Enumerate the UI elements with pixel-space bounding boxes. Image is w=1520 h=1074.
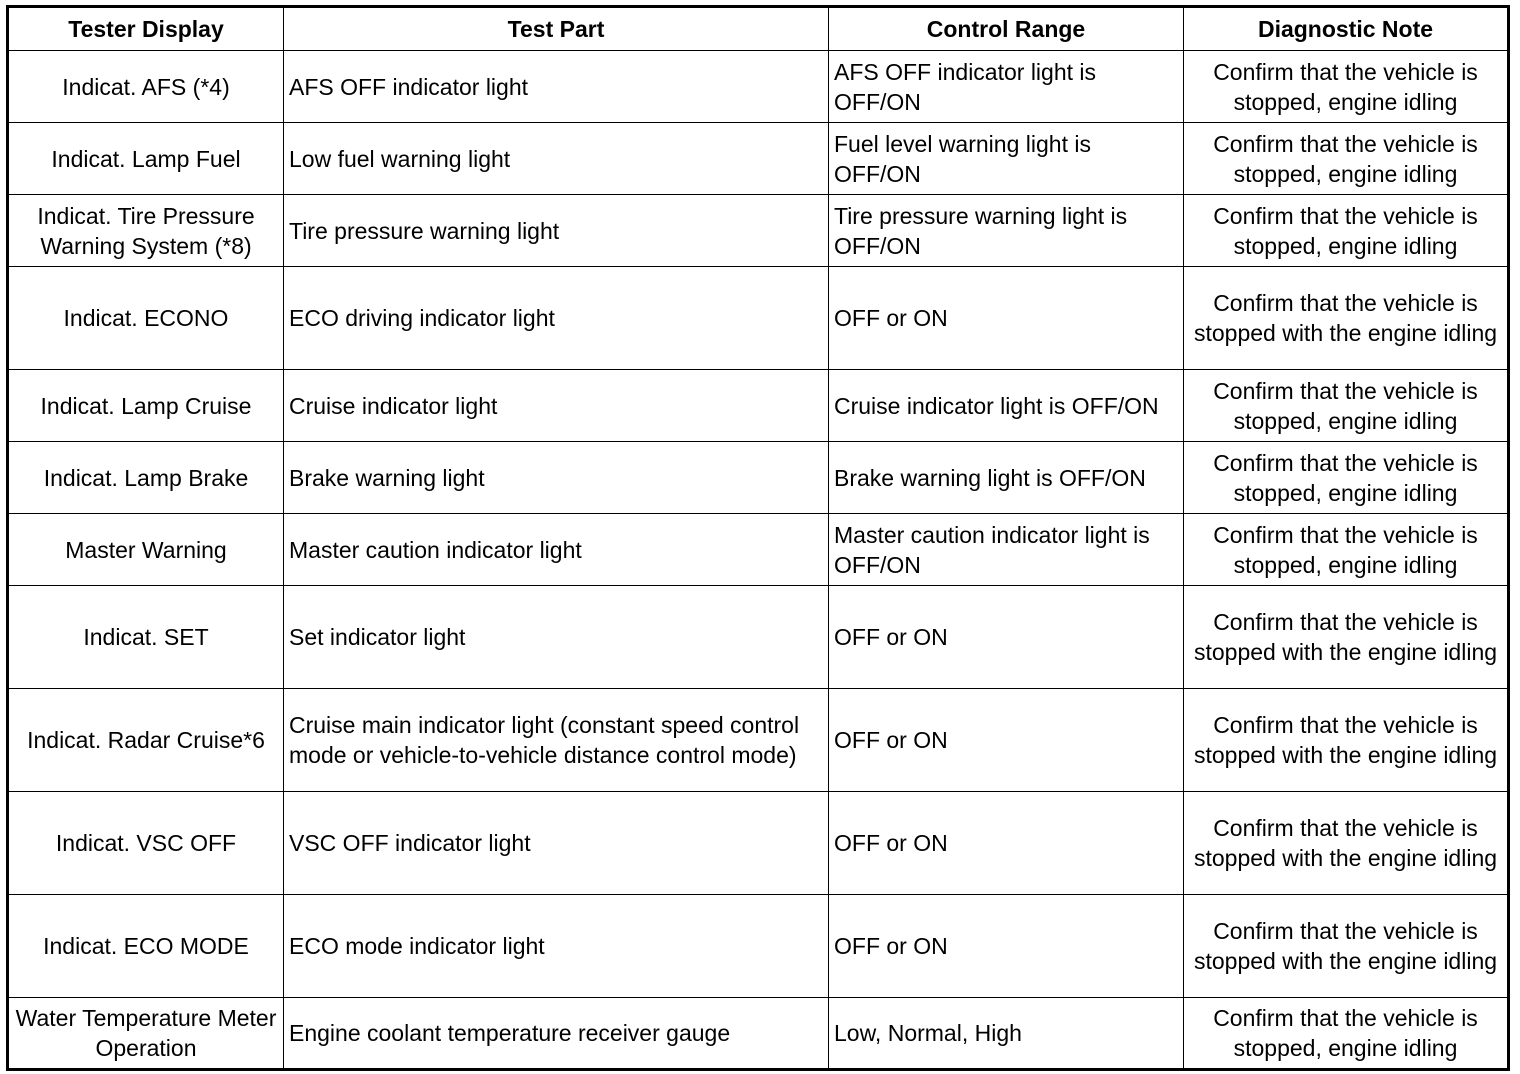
test-part-cell: Cruise main indicator light (constant speed control mode or vehicle-to-vehicle distance control mode) xyxy=(284,689,829,792)
diagnostic-table xyxy=(6,5,1510,1071)
tester-display-cell: Indicat. Lamp Fuel xyxy=(8,123,284,195)
diagnostic-note-cell: Confirm that the vehicle is stopped, engine idling xyxy=(1184,51,1509,123)
table-row xyxy=(8,123,1509,195)
test-part-cell: Set indicator light xyxy=(284,586,829,689)
table-row xyxy=(8,514,1509,586)
tester-display-cell: Indicat. SET xyxy=(8,586,284,689)
table-row xyxy=(8,586,1509,689)
tester-display-cell: Indicat. Radar Cruise*6 xyxy=(8,689,284,792)
tester-display-cell: Indicat. Lamp Cruise xyxy=(8,370,284,442)
table-row xyxy=(8,267,1509,370)
diagnostic-note-cell: Confirm that the vehicle is stopped, engine idling xyxy=(1184,195,1509,267)
tester-display-cell: Indicat. Lamp Brake xyxy=(8,442,284,514)
diagnostic-note-cell: Confirm that the vehicle is stopped with the engine idling xyxy=(1184,792,1509,895)
tester-display-cell: Indicat. ECO MODE xyxy=(8,895,284,998)
header-diagnostic-note: Diagnostic Note xyxy=(1184,7,1509,51)
control-range-cell: Cruise indicator light is OFF/ON xyxy=(829,370,1184,442)
test-part-cell: Brake warning light xyxy=(284,442,829,514)
diagnostic-note-cell: Confirm that the vehicle is stopped, engine idling xyxy=(1184,123,1509,195)
diagnostic-note-cell: Confirm that the vehicle is stopped with the engine idling xyxy=(1184,895,1509,998)
diagnostic-note-cell: Confirm that the vehicle is stopped, engine idling xyxy=(1184,370,1509,442)
table-row xyxy=(8,195,1509,267)
header-test-part: Test Part xyxy=(284,7,829,51)
table-header xyxy=(8,7,1509,51)
test-part-cell: Cruise indicator light xyxy=(284,370,829,442)
tester-display-cell: Master Warning xyxy=(8,514,284,586)
control-range-cell: Brake warning light is OFF/ON xyxy=(829,442,1184,514)
test-part-cell: Master caution indicator light xyxy=(284,514,829,586)
diagnostic-note-cell: Confirm that the vehicle is stopped, engine idling xyxy=(1184,442,1509,514)
header-control-range: Control Range xyxy=(829,7,1184,51)
test-part-cell: Tire pressure warning light xyxy=(284,195,829,267)
tester-display-cell: Indicat. VSC OFF xyxy=(8,792,284,895)
control-range-cell: OFF or ON xyxy=(829,895,1184,998)
test-part-cell: Engine coolant temperature receiver gauge xyxy=(284,998,829,1070)
diagnostic-note-cell: Confirm that the vehicle is stopped with the engine idling xyxy=(1184,267,1509,370)
test-part-cell: VSC OFF indicator light xyxy=(284,792,829,895)
diagnostic-note-cell: Confirm that the vehicle is stopped with the engine idling xyxy=(1184,586,1509,689)
table-row xyxy=(8,442,1509,514)
table-row xyxy=(8,998,1509,1070)
diagnostic-note-cell: Confirm that the vehicle is stopped, engine idling xyxy=(1184,998,1509,1070)
header-row xyxy=(8,7,1509,51)
control-range-cell: Low, Normal, High xyxy=(829,998,1184,1070)
control-range-cell: OFF or ON xyxy=(829,689,1184,792)
tester-display-cell: Indicat. Tire Pressure Warning System (*8) xyxy=(8,195,284,267)
table-row xyxy=(8,370,1509,442)
table-row xyxy=(8,51,1509,123)
control-range-cell: Fuel level warning light is OFF/ON xyxy=(829,123,1184,195)
control-range-cell: OFF or ON xyxy=(829,586,1184,689)
test-part-cell: AFS OFF indicator light xyxy=(284,51,829,123)
tester-display-cell: Water Temperature Meter Operation xyxy=(8,998,284,1070)
control-range-cell: OFF or ON xyxy=(829,267,1184,370)
diagnostic-note-cell: Confirm that the vehicle is stopped, engine idling xyxy=(1184,514,1509,586)
header-tester-display: Tester Display xyxy=(8,7,284,51)
tester-display-cell: Indicat. ECONO xyxy=(8,267,284,370)
table-row xyxy=(8,689,1509,792)
test-part-cell: ECO driving indicator light xyxy=(284,267,829,370)
tester-display-cell: Indicat. AFS (*4) xyxy=(8,51,284,123)
table-body xyxy=(8,51,1509,1070)
table-row xyxy=(8,792,1509,895)
test-part-cell: ECO mode indicator light xyxy=(284,895,829,998)
control-range-cell: Master caution indicator light is OFF/ON xyxy=(829,514,1184,586)
table-row xyxy=(8,895,1509,998)
control-range-cell: OFF or ON xyxy=(829,792,1184,895)
test-part-cell: Low fuel warning light xyxy=(284,123,829,195)
diagnostic-note-cell: Confirm that the vehicle is stopped with the engine idling xyxy=(1184,689,1509,792)
control-range-cell: AFS OFF indicator light is OFF/ON xyxy=(829,51,1184,123)
control-range-cell: Tire pressure warning light is OFF/ON xyxy=(829,195,1184,267)
